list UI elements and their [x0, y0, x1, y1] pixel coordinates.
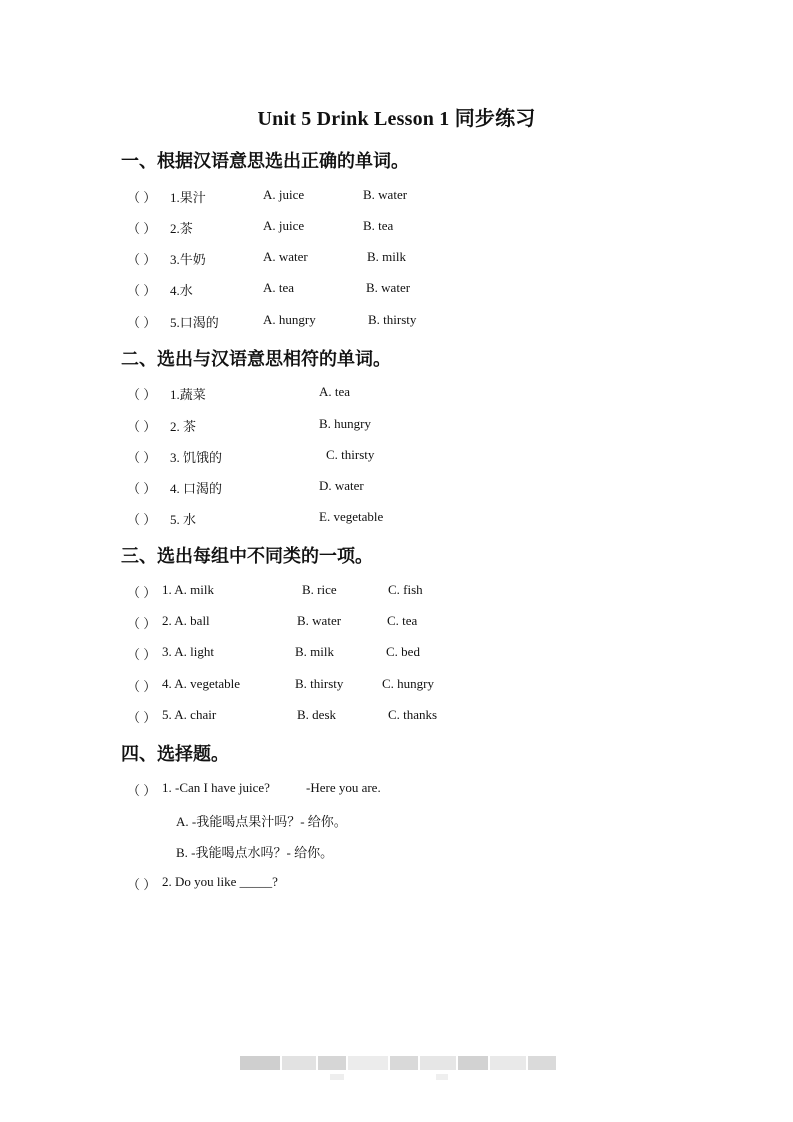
answer-blank: （ ） — [127, 283, 157, 298]
section-3-row-1 — [0, 582, 793, 602]
answer-blank: （ ） — [127, 450, 157, 465]
option-b: B. thirsty — [295, 676, 344, 691]
option-a: 3. A. light — [162, 644, 215, 659]
option-b: B. tea — [363, 218, 394, 233]
section-3-row-4 — [0, 676, 793, 696]
answer-blank: （ ） — [127, 783, 157, 798]
section-4-question-2 — [0, 874, 793, 894]
answer-blank: （ ） — [127, 679, 157, 694]
section-3-row-5 — [0, 707, 793, 727]
section-2-row-3 — [0, 447, 793, 467]
section-4-question-1-option-a — [0, 811, 793, 831]
question-text: 3.牛奶 — [170, 252, 206, 267]
option-c: C. hungry — [382, 676, 434, 691]
option-a: 1. A. milk — [162, 582, 215, 597]
option-a: 4. A. vegetable — [162, 676, 240, 691]
option-text: B. hungry — [319, 416, 371, 431]
option-text: E. vegetable — [319, 509, 384, 524]
answer-blank: （ ） — [127, 252, 157, 267]
option-b: B. milk — [295, 644, 335, 659]
answer-blank: （ ） — [127, 419, 157, 434]
section-4-question-1-option-b — [0, 842, 793, 862]
section-1-row-3 — [0, 249, 793, 269]
section-2-row-5 — [0, 509, 793, 529]
option-c: C. tea — [387, 613, 418, 628]
option-text: A. tea — [319, 384, 351, 399]
option-b: B. thirsty — [368, 312, 417, 327]
section-2-row-2 — [0, 416, 793, 436]
section-1-row-5 — [0, 312, 793, 332]
answer-blank: （ ） — [127, 481, 157, 496]
answer-blank: （ ） — [127, 190, 157, 205]
section-4-heading: 四、选择题。 — [121, 744, 229, 765]
option-a: A. juice — [263, 218, 305, 233]
section-1-row-4 — [0, 280, 793, 300]
section-2-row-4 — [0, 478, 793, 498]
question-text: 4.水 — [170, 283, 193, 298]
question-text: 2. 茶 — [170, 419, 197, 434]
answer-blank: （ ） — [127, 512, 157, 527]
option-a: 5. A. chair — [162, 707, 217, 722]
answer-blank: （ ） — [127, 710, 157, 725]
page-title: Unit 5 Drink Lesson 1 同步练习 — [257, 108, 536, 130]
section-3-heading: 三、选出每组中不同类的一项。 — [121, 546, 373, 567]
question-text: 3. 饥饿的 — [170, 450, 223, 465]
section-3-row-3 — [0, 644, 793, 664]
option-c: C. bed — [386, 644, 420, 659]
option-b: B. water — [363, 187, 408, 202]
option-a: A. hungry — [263, 312, 316, 327]
question-text: 2.茶 — [170, 221, 193, 236]
answer-blank: （ ） — [127, 877, 157, 892]
option-b: B. desk — [297, 707, 336, 722]
option-b: B. -我能喝点水吗？- 给你。 — [176, 845, 334, 860]
question-text: 5.口渴的 — [170, 315, 219, 330]
option-c: C. thanks — [388, 707, 438, 722]
option-text: C. thirsty — [326, 447, 375, 462]
question-stem: 2. Do you like _____? — [162, 874, 278, 889]
option-a: A. juice — [263, 187, 305, 202]
section-1-heading: 一、根据汉语意思选出正确的单词。 — [121, 151, 409, 172]
option-b: B. water — [297, 613, 342, 628]
answer-blank: （ ） — [127, 647, 157, 662]
answer-blank: （ ） — [127, 221, 157, 236]
section-4-question-1 — [0, 780, 793, 800]
question-text: 1.果汁 — [170, 190, 206, 205]
question-text: 5. 水 — [170, 512, 197, 527]
question-text: 1.蔬菜 — [170, 387, 206, 402]
section-2-heading: 二、选出与汉语意思相符的单词。 — [121, 349, 391, 370]
question-reply: -Here you are. — [306, 780, 381, 795]
section-3-row-2 — [0, 613, 793, 633]
option-b: B. water — [366, 280, 411, 295]
section-1-row-2 — [0, 218, 793, 238]
option-c: C. fish — [388, 582, 423, 597]
answer-blank: （ ） — [127, 616, 157, 631]
question-stem: 1. -Can I have juice? — [162, 780, 270, 795]
option-b: B. rice — [302, 582, 337, 597]
section-2-row-1 — [0, 384, 793, 404]
option-text: D. water — [319, 478, 364, 493]
blurred-footer — [240, 1056, 556, 1070]
option-a: A. water — [263, 249, 308, 264]
option-a: A. tea — [263, 280, 295, 295]
answer-blank: （ ） — [127, 387, 157, 402]
answer-blank: （ ） — [127, 585, 157, 600]
answer-blank: （ ） — [127, 315, 157, 330]
option-a: 2. A. ball — [162, 613, 210, 628]
option-a: A. -我能喝点果汁吗？- 给你。 — [176, 814, 347, 829]
question-text: 4. 口渴的 — [170, 481, 223, 496]
section-1-row-1 — [0, 187, 793, 207]
option-b: B. milk — [367, 249, 407, 264]
